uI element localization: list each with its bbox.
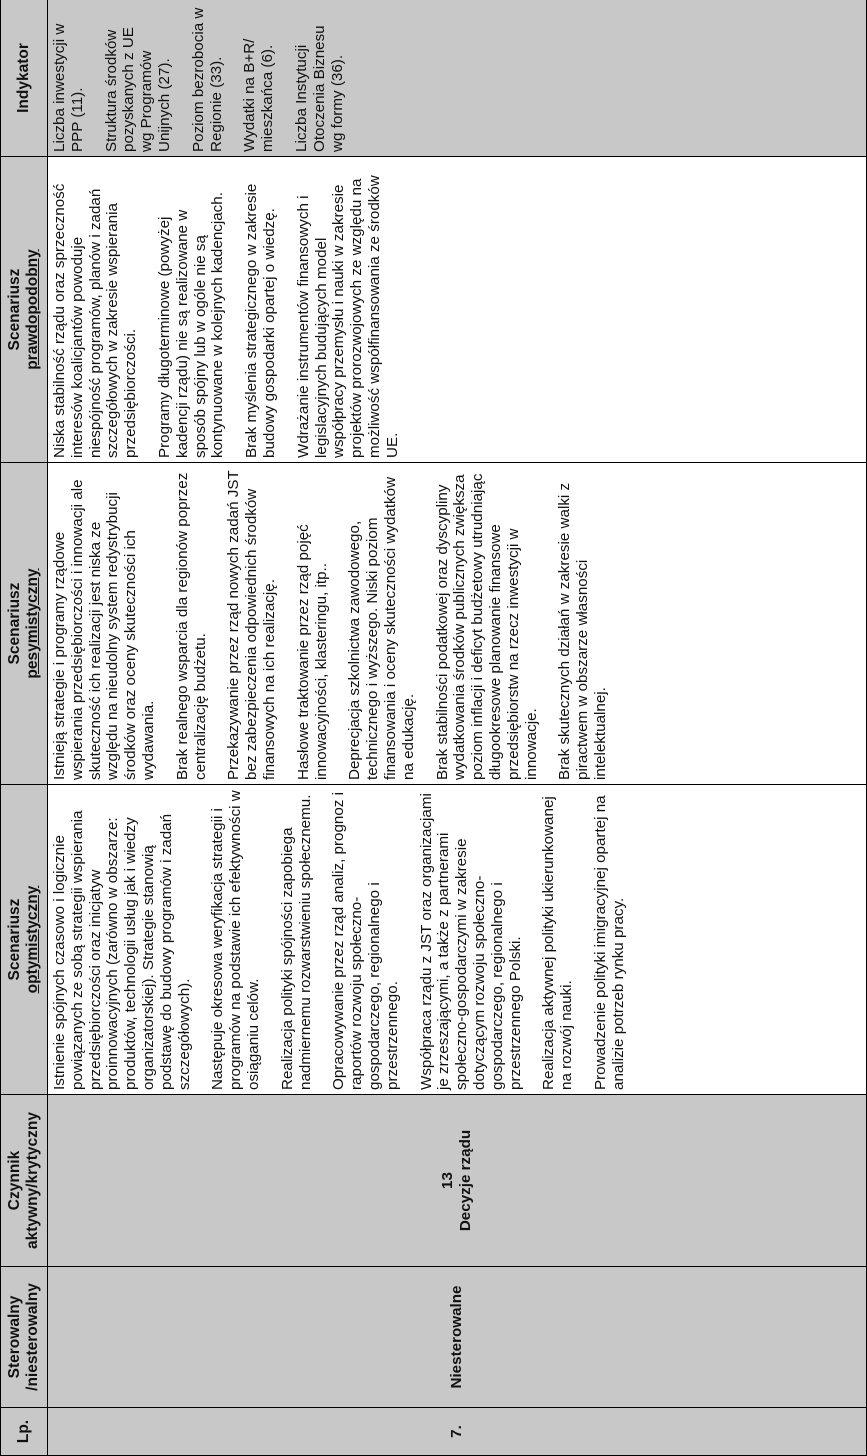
probable-item: Brak myślenia strategicznego w zakresie budowy gospodarki opartej o wiedzę. (243, 183, 278, 458)
indicator-item: Wydatki na B+R/ mieszkańca (6). (241, 38, 277, 152)
pessimistic-cell (48, 463, 867, 785)
header-czynnik: Czynnik aktywny/krytyczny (1, 1095, 48, 1267)
pessimistic-item: Brak realnego wsparcia dla regionów poprzez centralizację budżetu. (173, 472, 209, 780)
sterowalny-cell: Niesterowalne (48, 1267, 867, 1408)
indicator-item: Struktura środków pozyskanych z UE wg Programów Unijnych (27). (102, 27, 173, 152)
probable-item: Programy długoterminowe (powyżej kadencji rządu) nie są realizowane w sposób spójny lub w ogóle nie są kontynuowane w kolejnych kadencjach. (155, 192, 227, 458)
optimistic-item: Realizacja aktywnej polityki ukierunkowanej na rozwój nauki. (540, 796, 576, 1090)
indicator-item: Poziom bezrobocia w Regionie (33). (189, 7, 225, 152)
factor-name: Decyzje rządu (457, 1129, 474, 1232)
pessimistic-item: Brak stabilności podatkowej oraz dyscypliny wydatkowania środków publicznych zwiększa poziom inflacji i deficyt budżetowy utrudniając długookresowe planowanie finansowe przedsiębiorstw na rzecz inwestycji w innowacje. (433, 473, 540, 780)
pessimistic-item: Deprecjacja szkolnictwa zawodowego, technicznego i wyższego. Niski poziom finansowania i oceny skuteczności wydatków na edukację. (346, 476, 417, 780)
pessimistic-item: Hasłowe traktowanie przez rząd pojęć innowacyjności, klasteringu, itp.. (294, 524, 330, 780)
optimistic-item: Istnienie spójnych czasowo i logicznie powiązanych ze sobą strategii wspierania przedsiębiorczości oraz inicjatyw proinnowacyjnych (zarówno w obszarze: produktów, technologii usług jak i wiedzy organizatorskiej). Strategie stanowią podstawę do budowy programów i zadań szczegółowych). (51, 810, 193, 1090)
header-lp: Lp. (1, 1408, 48, 1456)
indicator-item: Liczba inwestycji w PPP (11). (51, 23, 86, 152)
factor-cell (48, 1095, 867, 1267)
optimistic-item: Współpraca rządu z JST oraz organizacjami je zrzeszającymi, a także z partnerami społeczno-gospodarczymi w zakresie dotyczącym rozwoju społeczno-gospodarczego, regionalnego i przestrzennego Polski. (417, 793, 524, 1090)
probable-item: Niska stabilność rządu oraz sprzeczność interesów koalicjantów powoduje niespójność programów, planów i zadań szczegółowych w zakresie wspierania przedsiębiorczości. (51, 183, 140, 458)
header-sterowalny: Sterowalny /niesterowalny (1, 1267, 48, 1408)
table-row (48, 0, 867, 1456)
optimistic-cell (48, 785, 867, 1095)
pessimistic-item: Istnieją strategie i programy rządowe wspierania przedsiębiorczości i innowacji ale skuteczność ich realizacji jest niska ze względu na nieudolny system redystrybucji środków oraz oceny skuteczności ich wydawania. (51, 479, 157, 780)
optimistic-item: Następuje okresowa weryfikacja strategii i programów na podstawie ich efektywności w osiąganiu celów. (209, 790, 262, 1090)
header-indykator: Indykator (1, 0, 48, 157)
optimistic-item: Realizacja polityki spójności zapobiega nadmiernemu rozwarstwieniu społecznemu. (278, 794, 314, 1090)
indicator-cell (48, 0, 867, 157)
pessimistic-item: Przekazywanie przez rząd nowych zadań JST bez zabezpieczenia odpowiednich środków finansowych na ich realizację. (225, 470, 278, 780)
header-row (1, 0, 48, 1456)
optimistic-item: Opracowywanie przez rząd analiz, prognoz i raportów rozwoju społeczno-gospodarczego, regionalnego i przestrzennego. (330, 792, 401, 1090)
factor-number: 13 (439, 1172, 457, 1189)
header-optymistyczny: Scenariusz optymistyczny (1, 785, 48, 1095)
lp-cell: 7. (48, 1408, 867, 1456)
optimistic-item: Prowadzenie polityki imigracyjnej opartej na analizie potrzeb rynku pracy. (591, 795, 627, 1090)
probable-cell (48, 157, 867, 463)
header-pesymistyczny: Scenariusz pesymistyczny (1, 463, 48, 785)
indicator-item: Liczba Instytucji Otoczenia Biznesu wg formy (36). (292, 25, 346, 152)
pessimistic-item: Brak skutecznych działań w zakresie walki z piractwem w obszarze własności intelektualnej. (556, 482, 609, 780)
probable-item: Wdrażanie instrumentów finansowych i legislacyjnych budujących model współpracy przemysłu i nauki w zakresie projektów prorozwojowych ze względu na możliwość współfinansowania ze środków UE. (294, 175, 401, 458)
header-prawdopodobny: Scenariusz prawdopodobny (1, 157, 48, 463)
